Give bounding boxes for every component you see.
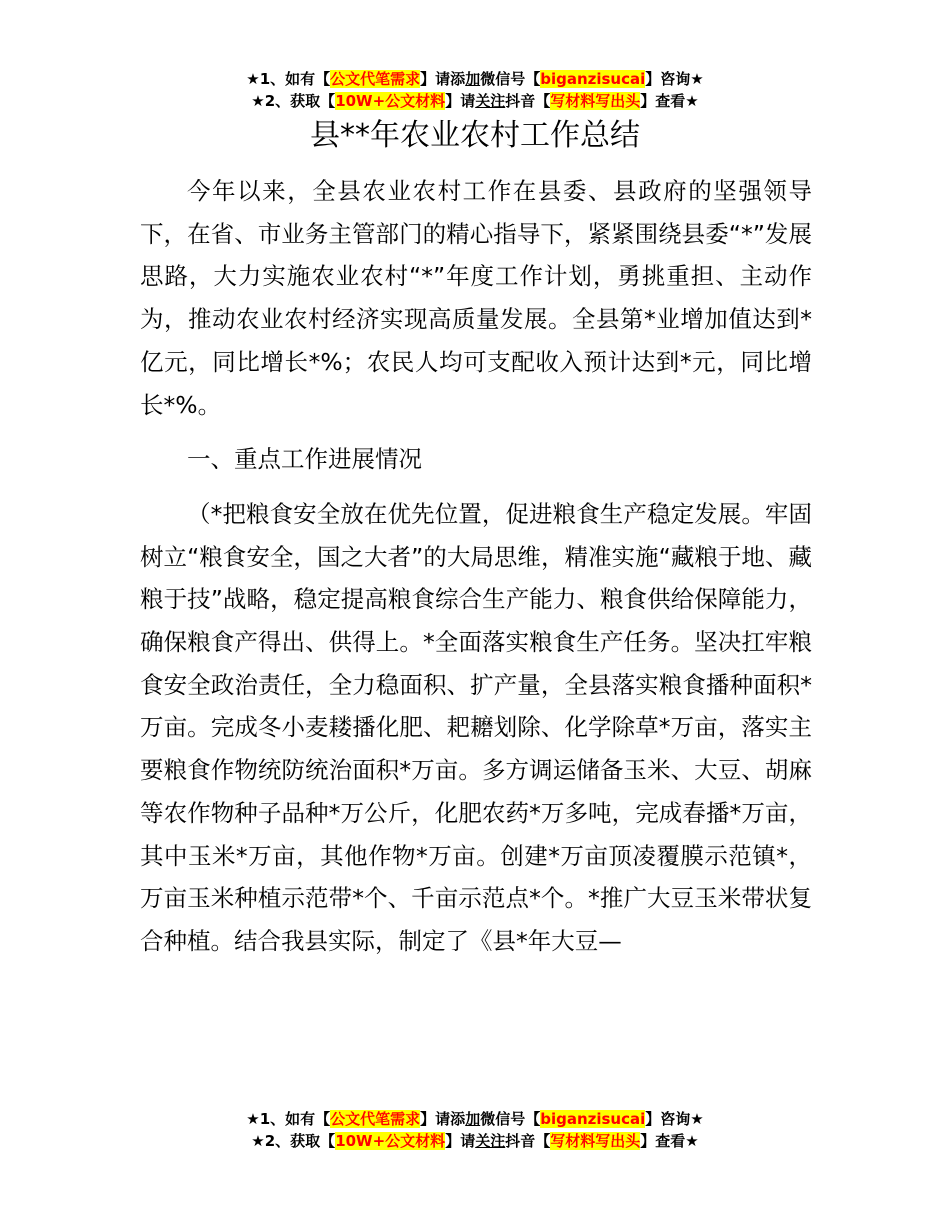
banner-highlight-materials: 10W+公文材料: [335, 92, 446, 110]
banner-line-1-prefix: ★1、如有【: [246, 70, 331, 88]
banner-underlined-word: 关注: [475, 1132, 506, 1150]
banner-highlight-service: 公文代笔需求: [330, 70, 421, 88]
paragraph-grain-security: （*把粮食安全放在优先位置，促进粮食生产稳定发展。牢固树立“粮食安全，国之大者”的大局思维，精准实施“藏粮于地、藏粮于技”战略，稳定提高粮食综合生产能力、粮食供给保障能力，确保粮食产得出、供得上。*全面落实粮食生产任务。坚决扛牢粮食安全政治责任，全力稳面积、扩产量，全县落实粮食播种面积*万亩。完成冬小麦耧播化肥、耙耱划除、化学除草*万亩，落实主要粮食作物统防统治面积*万亩。多方调运储备玉米、大豆、胡麻等农作物种子品种*万公斤，化肥农药*万多吨，完成春播*万亩，其中玉米*万亩，其他作物*万亩。创建*万亩顶凌覆膜示范镇*，万亩玉米种植示范带*个、千亩示范点*个。*推广大豆玉米带状复合种植。结合我县实际，制定了《县*年大豆—: [140, 499, 812, 955]
banner-wechat-id: biganzisucai: [540, 1110, 646, 1128]
banner-underlined-word: 关注: [475, 92, 506, 110]
banner-line-1: [0, 68, 950, 90]
document-body: [140, 170, 812, 963]
banner-line-1-middle: 】请添: [420, 70, 466, 88]
banner-line-2-suffix: 】查看★: [640, 1132, 699, 1150]
banner-line-1-middle-2: 微信号【: [480, 70, 541, 88]
banner-douyin-account: 写材料写出头: [550, 1132, 641, 1150]
banner-highlight-materials: 10W+公文材料: [335, 1132, 446, 1150]
banner-line-2-suffix: 】查看★: [640, 92, 699, 110]
banner-line-2-prefix: ★2、获取【: [251, 92, 336, 110]
banner-line-1-suffix: 】咨询★: [645, 70, 704, 88]
banner-line-2: [0, 1130, 950, 1152]
banner-line-1-middle: 】请添: [420, 1110, 466, 1128]
banner-underlined-word: 加: [465, 70, 481, 88]
document-title: 县**年农业农村工作总结: [310, 118, 640, 153]
banner-line-2-middle-2: 抖音【: [505, 1132, 551, 1150]
banner-line-1-middle-2: 微信号【: [480, 1110, 541, 1128]
header-banner: [0, 68, 950, 112]
banner-line-2: [0, 90, 950, 112]
banner-douyin-account: 写材料写出头: [550, 92, 641, 110]
banner-underlined-word: 加: [465, 1110, 481, 1128]
banner-line-2-middle-2: 抖音【: [505, 92, 551, 110]
banner-wechat-id: biganzisucai: [540, 70, 646, 88]
paragraph-intro: 今年以来，全县农业农村工作在县委、县政府的坚强领导下，在省、市业务主管部门的精心指导下，紧紧围绕县委“*”发展思路，大力实施农业农村“*”年度工作计划，勇挑重担、主动作为，推动农业农村经济实现高质量发展。全县第*业增加值达到*亿元，同比增长*%；农民人均可支配收入预计达到*元，同比增长*%。: [140, 177, 812, 419]
banner-highlight-service: 公文代笔需求: [330, 1110, 421, 1128]
banner-line-2-middle: 】请: [445, 92, 476, 110]
section-heading: 一、重点工作进展情况: [187, 445, 422, 474]
banner-line-2-prefix: ★2、获取【: [251, 1132, 336, 1150]
banner-line-2-middle: 】请: [445, 1132, 476, 1150]
footer-banner: [0, 1108, 950, 1152]
banner-line-1-prefix: ★1、如有【: [246, 1110, 331, 1128]
banner-line-1: [0, 1108, 950, 1130]
banner-line-1-suffix: 】咨询★: [645, 1110, 704, 1128]
